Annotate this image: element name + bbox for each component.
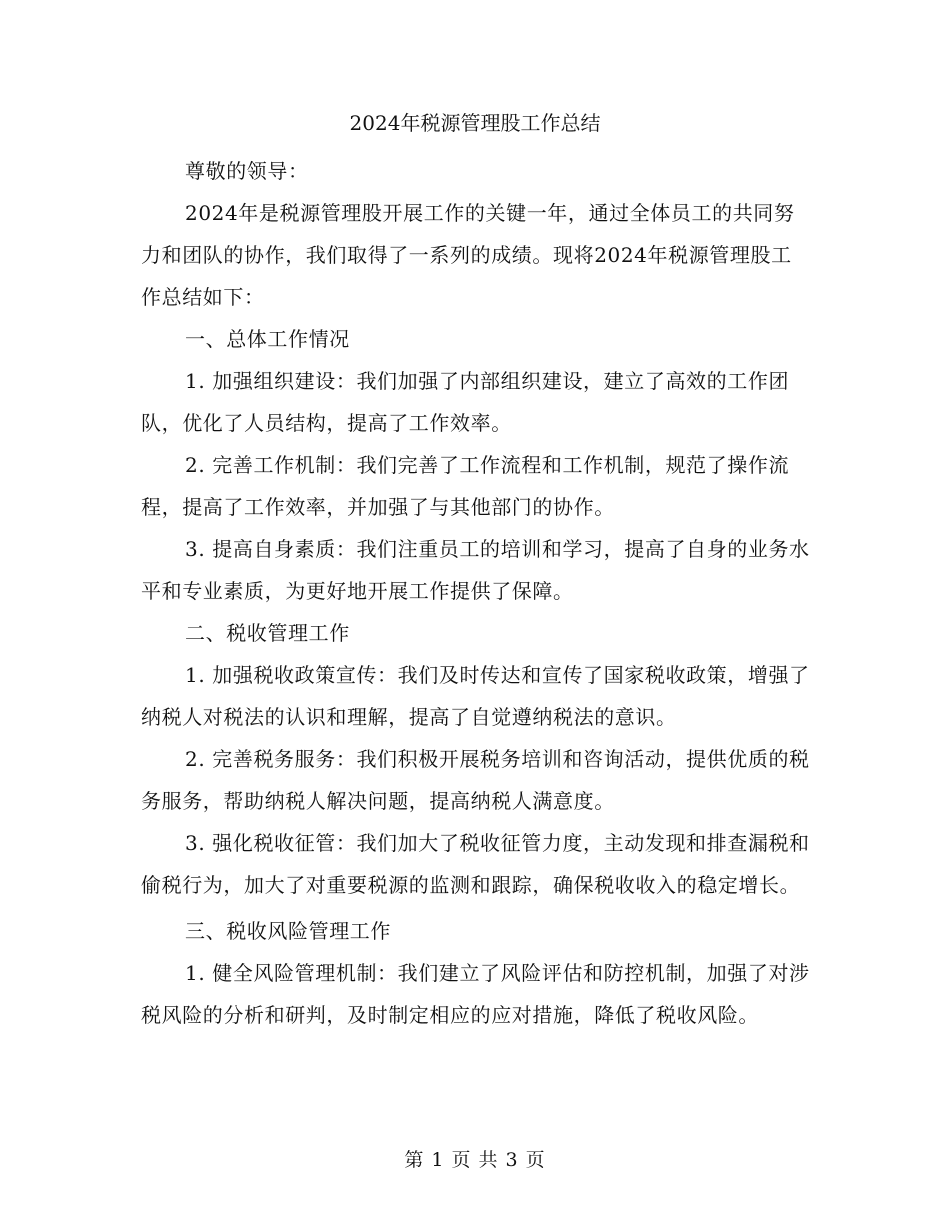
section2-item-2: 2. 完善税务服务：我们积极开展税务培训和咨询活动，提供优质的税务服务，帮助纳税人解决问题，提高纳税人满意度。: [141, 747, 810, 813]
section-heading-overall: 一、总体工作情况: [185, 327, 350, 351]
section2-item-3: 3. 强化税收征管：我们加大了税收征管力度，主动发现和排查漏税和偷税行为，加大了对重要税源的监测和跟踪，确保税收收入的稳定增长。: [141, 831, 810, 897]
greeting: 尊敬的领导：: [185, 159, 309, 183]
intro-paragraph: 2024年是税源管理股开展工作的关键一年，通过全体员工的共同努力和团队的协作，我们取得了一系列的成绩。现将2024年税源管理股工作总结如下：: [141, 201, 795, 309]
section2-item-1: 1. 加强税收政策宣传：我们及时传达和宣传了国家税收政策，增强了纳税人对税法的认识和理解，提高了自觉遵纳税法的意识。: [141, 663, 810, 729]
section3-item-1: 1. 健全风险管理机制：我们建立了风险评估和防控机制，加强了对涉税风险的分析和研判，及时制定相应的应对措施，降低了税收风险。: [141, 961, 810, 1027]
section-heading-risk-management: 三、税收风险管理工作: [185, 919, 391, 943]
document-title: 2024年税源管理股工作总结: [349, 111, 601, 135]
document-body: [141, 150, 811, 1036]
page-number: 第 1 页 共 3 页: [404, 1149, 546, 1171]
section1-item-3: 3. 提高自身素质：我们注重员工的培训和学习，提高了自身的业务水平和专业素质，为更好地开展工作提供了保障。: [141, 537, 810, 603]
section-heading-tax-management: 二、税收管理工作: [185, 621, 350, 645]
section1-item-2: 2. 完善工作机制：我们完善了工作流程和工作机制，规范了操作流程，提高了工作效率，并加强了与其他部门的协作。: [141, 453, 790, 519]
section1-item-1: 1. 加强组织建设：我们加强了内部组织建设，建立了高效的工作团队，优化了人员结构，提高了工作效率。: [141, 369, 790, 435]
